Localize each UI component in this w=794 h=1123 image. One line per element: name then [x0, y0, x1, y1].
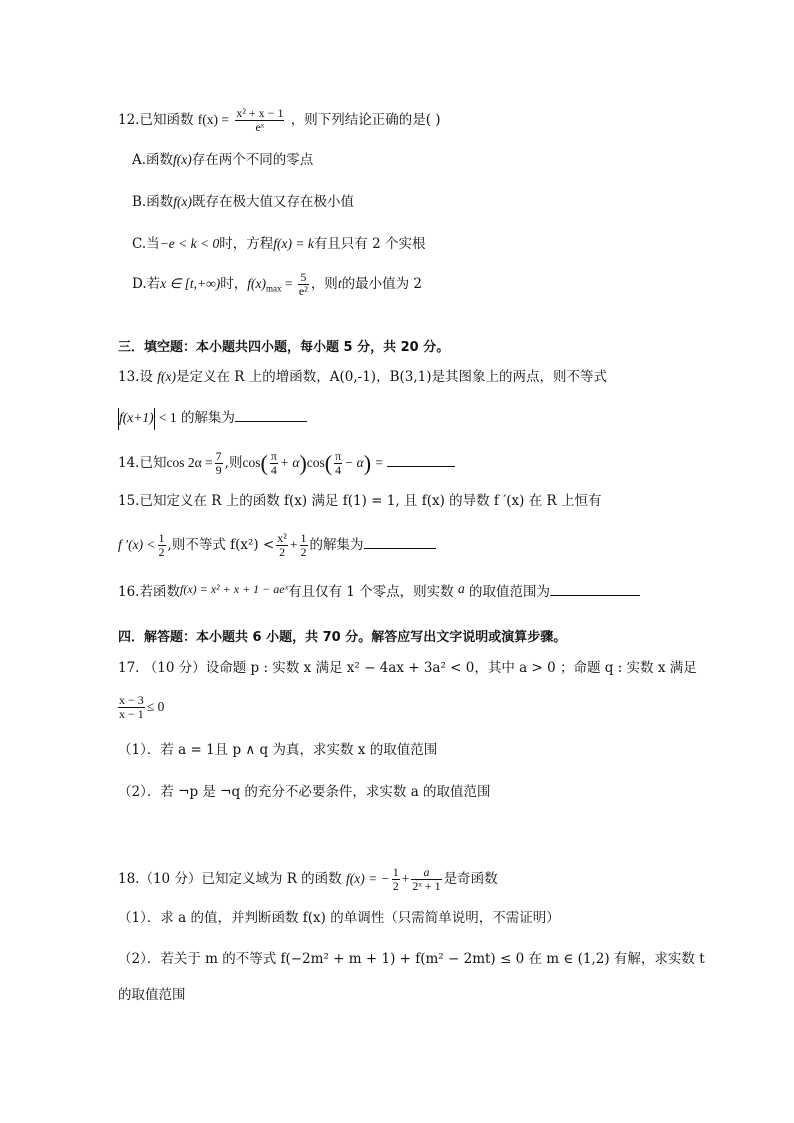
- question-15-line-1: 15.已知定义在 R 上的函数 f(x) 满足 f(1) = 1, 且 f(x) 的导数 f ′(x) 在 R 上恒有: [118, 493, 602, 509]
- q12-d-prefix: D.若: [132, 276, 161, 292]
- q15-x2-fraction: [276, 532, 288, 559]
- q17-frac-den: x − 1: [119, 707, 144, 721]
- section-4-heading: 四．解答题：本小题共 6 小题，共 70 分。解答应写出文字说明或演算步骤。: [118, 630, 567, 645]
- q12-d-f: f(x): [247, 276, 266, 291]
- q12-option-d: [132, 271, 422, 299]
- q17-le-zero: ≤ 0: [146, 699, 165, 714]
- q13-f: f(x): [157, 369, 177, 384]
- q14-pi-over-4-b: [334, 450, 342, 477]
- q12-c-equation: f(x) = k: [273, 236, 314, 251]
- q14-p2-num: π: [335, 449, 342, 463]
- q13-mid: 是定义在 R 上的增函数，A(0,-1)，B(3,1)是其图象上的两点，则不等式: [176, 369, 607, 385]
- abs-bar-right: [154, 408, 155, 430]
- q15-suffix: 的解集为: [309, 537, 364, 553]
- q14-pi-over-4-a: [270, 450, 278, 477]
- q14-condition: cos 2α =: [166, 455, 213, 470]
- question-17-part-2: （2）．若 ¬p 是 ¬q 的充分不必要条件，求实数 a 的取值范围: [118, 784, 491, 800]
- paren-open-icon: (: [324, 450, 333, 476]
- q15-plus: +: [289, 537, 298, 552]
- q14-cos-2: cos: [306, 455, 325, 470]
- q14-equals: =: [375, 455, 383, 470]
- q12-b-suffix: 既存在极大值又存在极小值: [191, 194, 354, 210]
- question-17-line-2: [118, 694, 164, 721]
- q12-d-mid: 时，: [220, 276, 248, 292]
- question-18-part-1: （1）．求 a 的值，并判断函数 f(x) 的单调性（只需简单说明，不需证明）: [118, 910, 560, 926]
- q15-h2-den: 2: [300, 545, 307, 559]
- q12-d-max: max: [266, 283, 282, 294]
- q14-prefix: 14.已知: [118, 455, 167, 471]
- paren-close-icon: ): [363, 450, 372, 476]
- q18-h-num: 1: [392, 865, 399, 879]
- q12-d-denominator: e²: [298, 284, 308, 298]
- q12-c-suffix: 有且只有 2 个实根: [313, 236, 426, 252]
- q14-minus-alpha: − α: [344, 455, 364, 470]
- question-13-line-2: [118, 407, 307, 430]
- q12-function: f(x) =: [197, 112, 230, 127]
- q14-c-den: 9: [215, 463, 222, 477]
- q12-option-c: [132, 234, 425, 254]
- q13-suffix: 的解集为: [180, 410, 235, 426]
- q12-d-t: t: [337, 276, 342, 291]
- q14-c-num: 7: [215, 449, 222, 463]
- q18-plus: +: [401, 871, 410, 886]
- q14-cos-1: cos: [242, 455, 261, 470]
- q18-h-den: 2: [392, 879, 399, 893]
- q14-answer-blank[interactable]: [387, 452, 455, 467]
- question-17-part-1: （1）．若 a = 1且 p ∧ q 为真，求实数 x 的取值范围: [118, 742, 438, 758]
- q12-a-prefix: A.函数: [132, 152, 174, 168]
- paren-close-icon: ): [299, 450, 307, 476]
- q12-d-suffix-b: 的最小值为 2: [341, 276, 422, 292]
- q18-f: f(x) = −: [345, 871, 390, 886]
- q14-fraction-7-9: [215, 450, 223, 477]
- q12-c-prefix: C.当: [132, 236, 160, 252]
- q12-d-numerator: 5: [298, 271, 309, 285]
- q18-half-fraction: [392, 866, 400, 893]
- q12-numerator: x² + x − 1: [236, 106, 284, 120]
- q15-answer-blank[interactable]: [364, 534, 436, 549]
- q15-x2-den: 2: [279, 545, 286, 559]
- q16-expression: f(x) = x² + x + 1 − aeˣ: [179, 582, 288, 596]
- q12-denominator: eˣ: [255, 120, 265, 134]
- q12-prefix: 12.已知函数: [118, 112, 194, 128]
- q12-fraction: [235, 107, 284, 134]
- q16-prefix: 16.若函数: [118, 584, 180, 600]
- q13-answer-blank[interactable]: [235, 407, 307, 422]
- q15-x2-num: x²: [277, 531, 287, 545]
- q16-suffix: 的取值范围为: [469, 584, 551, 600]
- q15-half-fraction-2: [300, 532, 308, 559]
- q18-prefix: 18.（10 分）已知定义域为 R 的函数: [118, 871, 342, 887]
- question-15-line-2: [118, 532, 436, 559]
- question-18-stem: [118, 866, 498, 893]
- q14-plus-alpha: + α: [279, 455, 300, 470]
- q15-half-fraction: [158, 532, 166, 559]
- q15-half-den: 2: [158, 545, 165, 559]
- q16-a: a: [457, 581, 465, 596]
- q14-p1-num: π: [270, 449, 277, 463]
- q16-answer-blank[interactable]: [550, 581, 640, 596]
- q12-c-condition: −e < k < 0: [159, 236, 220, 251]
- q14-p1-den: 4: [270, 463, 277, 477]
- q12-option-a: [132, 150, 313, 170]
- q15-fprime: f ′(x) <: [118, 537, 156, 552]
- q17-fraction: [118, 694, 145, 721]
- q12-b-prefix: B.函数: [132, 194, 174, 210]
- q15-h2-num: 1: [300, 531, 307, 545]
- q12-d-eq: =: [281, 276, 296, 291]
- q15-half-num: 1: [158, 531, 165, 545]
- question-18-part-2-cont: 的取值范围: [118, 987, 186, 1003]
- q14-mid: ,则: [224, 455, 243, 471]
- q12-option-b: [132, 192, 354, 212]
- q12-a-suffix: 存在两个不同的零点: [191, 152, 314, 168]
- paren-open-icon: (: [260, 450, 268, 476]
- question-14: [118, 450, 455, 477]
- q16-mid: 有且仅有 1 个零点，则实数: [288, 584, 454, 600]
- q13-lt: < 1: [158, 410, 177, 425]
- q12-d-fraction: [298, 271, 309, 298]
- question-13-line-1: [118, 367, 607, 387]
- q12-b-f: f(x): [173, 194, 192, 209]
- question-18-part-2: （2）．若关于 m 的不等式 f(−2m² + m + 1) + f(m² − 2mt) ≤ 0 在 m ∈ (1,2) 有解，求实数 t: [118, 951, 705, 967]
- q12-c-mid: 时，方程: [219, 236, 274, 252]
- q18-a-num: a: [411, 866, 441, 880]
- q13-prefix: 13.设: [118, 369, 153, 385]
- question-17-line-1: 17. （10 分）设命题 p : 实数 x 满足 x² − 4ax + 3a² < 0，其中 a > 0 ；命题 q : 实数 x 满足: [118, 660, 697, 676]
- q15-inequality: ,则不等式 f(x²) <: [167, 537, 275, 553]
- question-12-stem: [118, 107, 441, 134]
- q13-expr: f(x+1): [119, 410, 154, 425]
- q14-p2-den: 4: [335, 463, 342, 477]
- q12-d-suffix-a: ，则: [310, 276, 338, 292]
- question-16: [118, 579, 640, 602]
- q18-a-den: 2ˣ + 1: [412, 879, 441, 893]
- q17-frac-num: x − 3: [119, 693, 144, 707]
- q18-a-fraction: [411, 866, 441, 893]
- q18-suffix: 是奇函数: [443, 871, 498, 887]
- q12-a-f: f(x): [173, 152, 192, 167]
- q12-suffix: ，则下列结论正确的是( ): [290, 112, 441, 128]
- q12-d-condition: x ∈ [t,+∞): [160, 276, 221, 291]
- section-3-heading: 三．填空题：本小题共四小题，每小题 5 分，共 20 分。: [118, 340, 450, 355]
